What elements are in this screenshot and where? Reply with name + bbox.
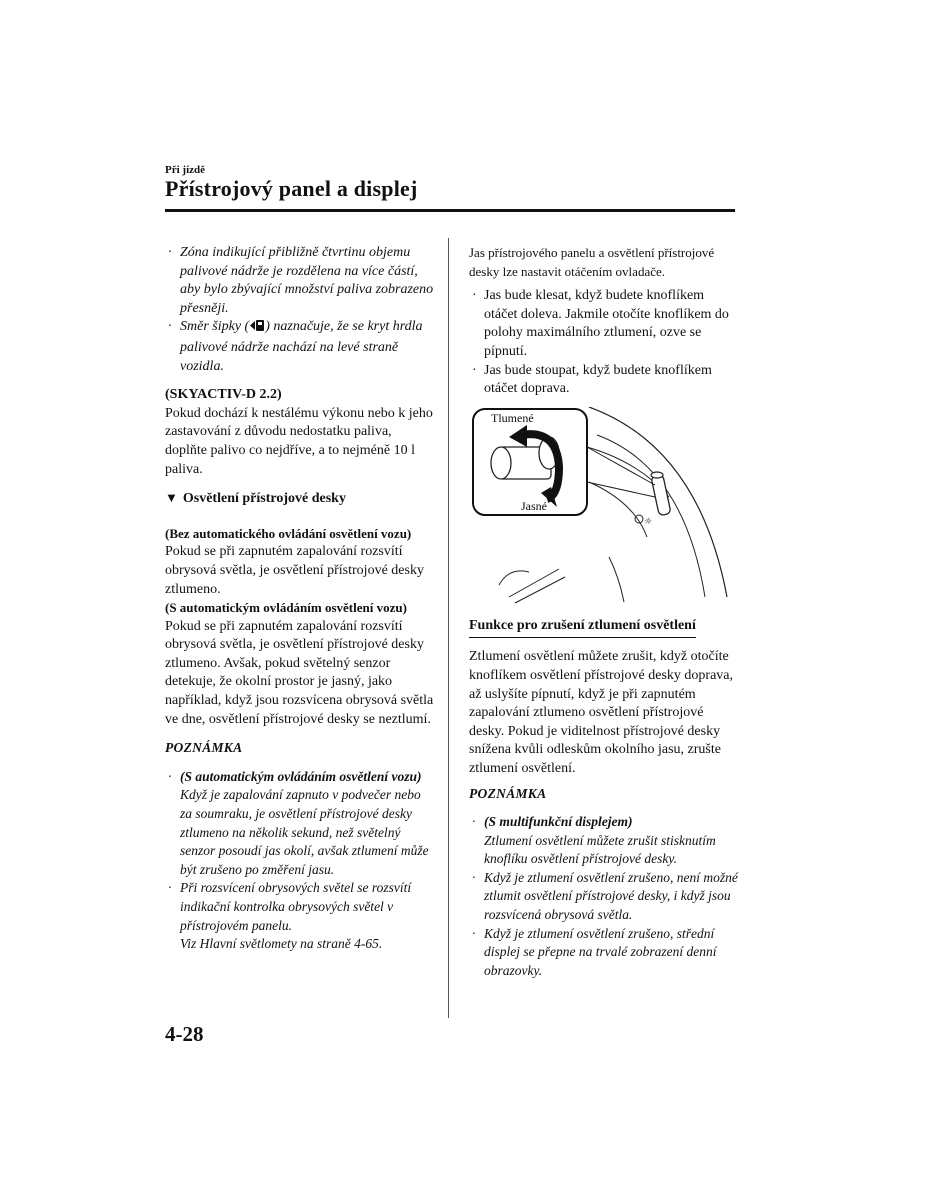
page-number: 4-28	[165, 1022, 204, 1046]
section-heading-text: Osvětlení přístrojové desky	[182, 491, 346, 507]
with-auto-text: Pokud se při zapnutém zapalování rozsvítí obrysová světla, je osvětlení přístrojové desky ztlumeno. Avšak, pokud světelný senzor detekuje, že okolní prostor je jasný, jako například, když jsou rozsvícena obrysová světla ve dne, osvětlení přístrojové desky se neztlumí.	[165, 618, 434, 727]
section-heading	[165, 489, 435, 509]
svg-text:☼: ☼	[644, 516, 653, 527]
fuel-door-arrow-icon	[249, 319, 265, 339]
arrow-direction-text-start: Směr šipky (	[180, 319, 250, 335]
column-divider	[448, 238, 449, 1018]
note-item	[469, 813, 739, 869]
with-auto-heading: (S automatickým ovládáním osvětlení vozu)	[165, 600, 407, 616]
bright-label: Jasné	[521, 498, 547, 513]
without-auto-text: Pokud se při zapnutém zapalování rozsvítí obrysová světla, je osvětlení přístrojové desky ztlumeno.	[165, 544, 424, 597]
bullet-glyph: ·	[472, 869, 476, 885]
note-item-title: (S multifunkční displejem)	[484, 814, 633, 830]
skyactiv-heading: (SKYACTIV-D 2.2)	[165, 387, 282, 403]
triangle-icon: ▼	[165, 490, 178, 506]
note-item	[469, 869, 739, 925]
skyactiv-text: Pokud dochází k nestálému výkonu nebo k jeho zastavování z důvodu nedostatku paliva, doplňte palivo co nejdříve, a to nejméně 10 l paliva.	[165, 405, 433, 477]
dimmer-knob-figure	[469, 407, 739, 607]
list-item	[165, 318, 435, 376]
section-label: Při jízdě	[165, 164, 206, 176]
right-column	[469, 244, 739, 980]
note-item-text: Když je ztlumení osvětlení zrušeno, střední displej se přepne na trvalé zobrazení denní obrazovky.	[484, 925, 717, 978]
note-item-title: (S automatickým ovládáním osvětlení vozu)	[180, 768, 422, 784]
fuel-zone-text: Zóna indikující přibližně čtvrtinu objemu palivové nádrže je rozdělena na více částí, aby bylo zbývající množství paliva zobrazeno přesněji.	[180, 245, 434, 316]
note-heading: POZNÁMKA	[165, 740, 243, 756]
note-item-text: Když je zapalování zapnuto v podvečer nebo za soumraku, je osvětlení přístrojové desky ztlumeno na několik sekund, než světelný senzor posoudí jas okolí, avšak ztlumení může být zrušeno po změření jasu.	[180, 787, 429, 877]
without-auto-heading: (Bez automatického ovládání osvětlení vozu)	[165, 525, 412, 541]
bullet-glyph: ·	[472, 925, 476, 941]
note-item	[165, 768, 435, 880]
cancel-heading: Funkce pro zrušení ztlumení osvětlení	[469, 617, 696, 639]
bullet-glyph: ·	[168, 768, 172, 784]
bullet-glyph: ·	[168, 319, 172, 335]
bullet-glyph: ·	[472, 814, 476, 830]
list-item	[469, 287, 739, 361]
bullet-glyph: ·	[472, 362, 477, 378]
title-divider	[165, 209, 735, 212]
left-column	[165, 244, 435, 954]
list-item	[469, 362, 739, 399]
bullet-glyph: ·	[168, 880, 172, 896]
arrow-direction-text-end: ) naznačuje, že se kryt hrdla palivové nádrže nachází na levé straně vozidla.	[180, 319, 423, 374]
page-title: Přístrojový panel a displej	[165, 176, 418, 201]
note-heading: POZNÁMKA	[469, 785, 547, 801]
dim-label: Tlumené	[491, 410, 534, 425]
bullet-glyph: ·	[168, 245, 172, 260]
dimmer-illustration	[469, 407, 739, 607]
bright-bullet-text: Jas bude stoupat, když budete knoflíkem otáčet doprava.	[484, 362, 712, 397]
note-item-ref: Viz Hlavní světlomety na straně 4-65.	[180, 936, 383, 952]
note-item-text: Když je ztlumení osvětlení zrušeno, není možné ztlumit osvětlení přístrojové desky, i když jsou rozsvícená obrysová světla.	[484, 869, 738, 923]
list-item	[165, 244, 435, 318]
note-item	[469, 925, 739, 981]
cancel-text: Ztlumení osvětlení můžete zrušit, když otočíte knoflíkem osvětlení přístrojové desky doprava, až uslyšíte pípnutí, když je při zapnutém zapalování ztlumeno osvětlení přístrojové desky. Pokud je viditelnost přístrojové desky snížena kvůli odleskům okolního jasu, zrušte ztlumení osvětlení.	[469, 649, 733, 776]
note-item-text: Při rozsvícení obrysových světel se rozsvítí indikační kontrolka obrysových světel v přístrojovém panelu.	[180, 880, 412, 933]
intro-text: Jas přístrojového panelu a osvětlení přístrojové desky lze nastavit otáčením ovladače.	[469, 245, 715, 279]
dim-bullet-text: Jas bude klesat, když budete knoflíkem otáčet doleva. Jakmile otočíte knoflíkem do polohy maximálního ztlumení, ozve se pípnutí.	[484, 288, 729, 359]
note-item	[165, 879, 435, 953]
note-item-text: Ztlumení osvětlení můžete zrušit stisknutím knoflíku osvětlení přístrojové desky.	[484, 832, 716, 867]
bullet-glyph: ·	[472, 288, 477, 304]
